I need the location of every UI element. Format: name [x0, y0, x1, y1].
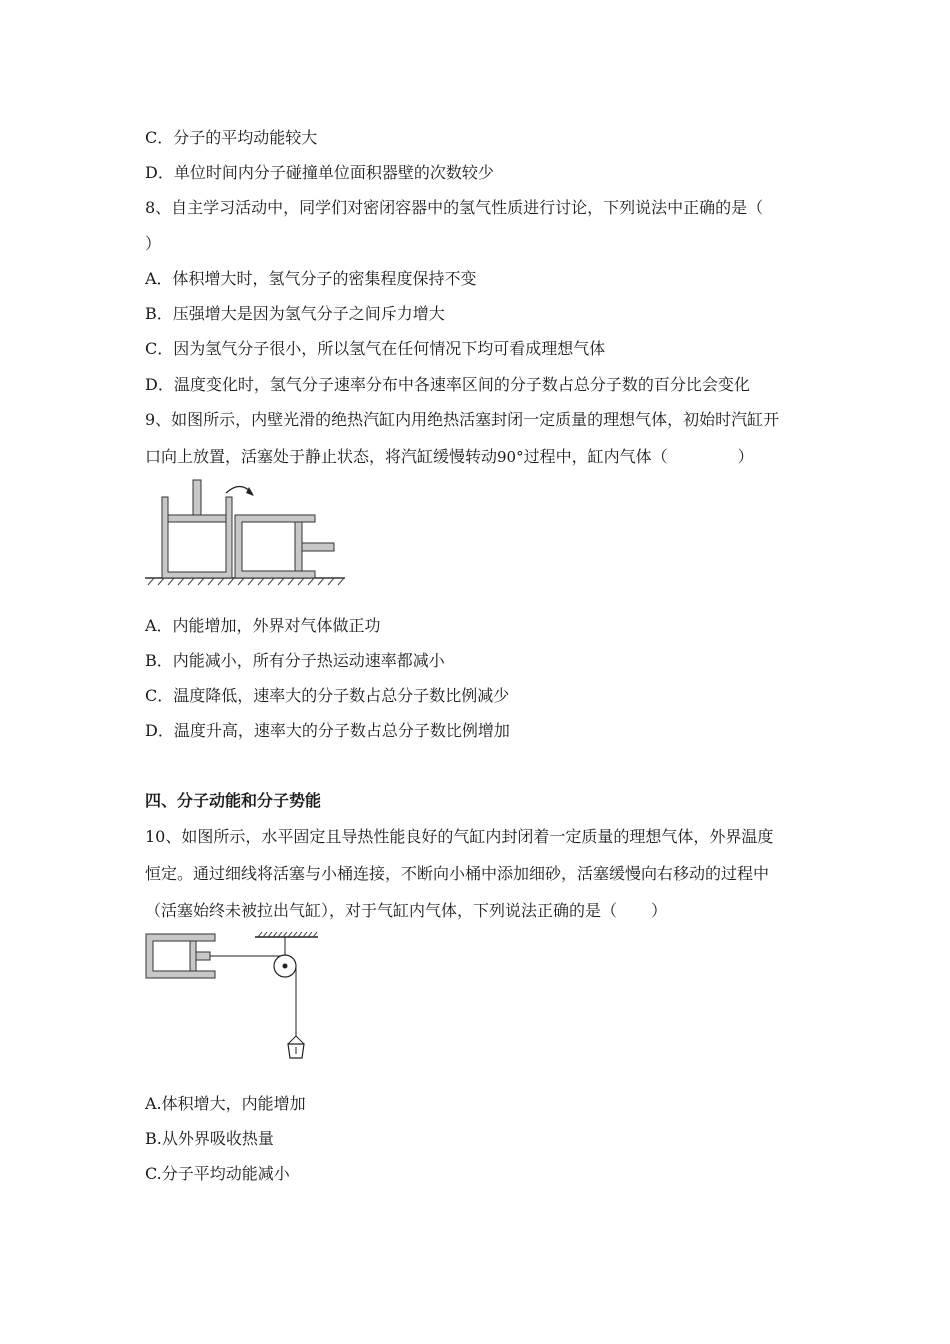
q9-figure — [140, 475, 355, 590]
q9-option-a: A．内能增加，外界对气体做正功 — [145, 616, 381, 635]
q10-option-b: B.从外界吸收热量 — [145, 1129, 274, 1148]
q9-rotated-piston — [295, 522, 302, 571]
section4-title: 四、分子动能和分子势能 — [145, 791, 322, 810]
q9-upright-cylinder — [162, 480, 232, 578]
q9-stem-line2-c: ） — [737, 447, 754, 466]
q8-option-c: C．因为氢气分子很小，所以氢气在任何情况下均可看成理想气体 — [145, 339, 606, 358]
q10-piston — [190, 941, 196, 971]
q10-stem-line1: 10、如图所示，水平固定且导热性能良好的气缸内封闭着一定质量的理想气体，外界温度 — [145, 827, 774, 846]
q10-bucket — [288, 1036, 304, 1058]
q9-upright-piston — [168, 515, 226, 522]
q10-ceiling — [255, 932, 318, 937]
q10-piston-rod — [196, 952, 210, 960]
q10-stem-line3-text: （活塞始终未被拉出气缸），对于气缸内气体，下列说法正确的是（ — [145, 901, 618, 920]
q9-rotated-cylinder — [235, 515, 334, 578]
q10-stem-line3-end: ） — [651, 901, 668, 920]
q8-stem-line1: 8、自主学习活动中，同学们对密闭容器中的氢气性质进行讨论，下列说法中正确的是（ — [145, 198, 764, 217]
q9-angle: 90° — [497, 448, 524, 466]
q9-ground — [145, 578, 345, 585]
q10-option-a: A.体积增大，内能增加 — [145, 1094, 306, 1113]
q10-figure — [140, 928, 330, 1063]
q7-option-c: C．分子的平均动能较大 — [145, 128, 318, 147]
q10-option-c: C.分子平均动能减小 — [145, 1164, 290, 1183]
q9-option-c: C．温度降低，速率大的分子数占总分子数比例减少 — [145, 686, 510, 705]
q8-option-d: D．温度变化时，氢气分子速率分布中各速率区间的分子数占总分子数的百分比会变化 — [145, 375, 750, 394]
q10-stem-line2: 恒定。通过细线将活塞与小桶连接，不断向小桶中添加细砂，活塞缓慢向右移动的过程中 — [145, 864, 770, 883]
q9-stem-line2-b: 过程中，缸内气体（ — [523, 447, 668, 466]
q10-stem-line3 — [145, 901, 667, 921]
q9-stem-line1: 9、如图所示，内壁光滑的绝热汽缸内用绝热活塞封闭一定质量的理想气体，初始时汽缸开 — [145, 410, 780, 429]
q7-option-d: D．单位时间内分子碰撞单位面积器壁的次数较少 — [145, 163, 494, 182]
q9-stem-line2 — [145, 447, 754, 467]
q9-option-b: B．内能减小，所有分子热运动速率都减小 — [145, 651, 445, 670]
q8-stem-line2: ） — [145, 234, 162, 253]
q9-upright-piston-rod — [193, 480, 201, 515]
q8-option-a: A．体积增大时，氢气分子的密集程度保持不变 — [145, 269, 477, 288]
q9-stem-line2-a: 口向上放置，活塞处于静止状态，将汽缸缓慢转动 — [145, 447, 498, 466]
q9-rotated-piston-rod — [302, 543, 334, 551]
q10-pulley — [274, 955, 296, 977]
q9-option-d: D．温度升高，速率大的分子数占总分子数比例增加 — [145, 721, 510, 740]
q8-option-b: B．压强增大是因为氢气分子之间斥力增大 — [145, 304, 445, 323]
q10-cylinder — [146, 934, 215, 978]
